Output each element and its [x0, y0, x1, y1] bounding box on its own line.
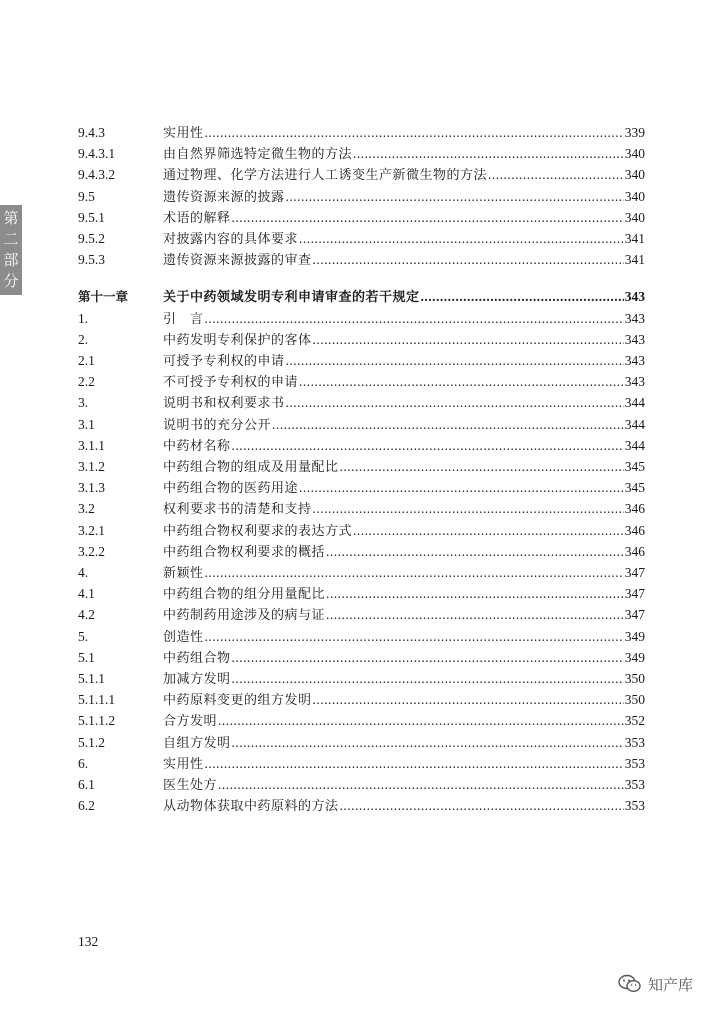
- toc-section-number: 6.2: [78, 798, 95, 814]
- toc-section-number: 9.5.3: [78, 252, 105, 268]
- toc-section-number: 9.4.3.1: [78, 146, 116, 162]
- toc-row: [78, 542, 645, 562]
- toc-row: [78, 372, 645, 392]
- toc-section-title: 医生处方: [163, 778, 218, 793]
- toc-page-number: 347: [624, 586, 645, 602]
- toc-row: [78, 330, 645, 350]
- toc-page-number: 347: [624, 607, 645, 623]
- toc-row: [78, 309, 645, 329]
- toc-row: [78, 499, 645, 519]
- toc-row: [78, 415, 645, 435]
- toc-section-number: 4.1: [78, 586, 95, 602]
- toc-section-title: 中药组合物的组成及用量配比: [163, 460, 339, 475]
- toc-section-number: 5.1: [78, 649, 95, 665]
- toc-dot-leader: [353, 521, 624, 541]
- toc-dot-leader: [232, 648, 624, 668]
- toc-dot-leader: [340, 457, 624, 477]
- toc-row: [78, 754, 645, 774]
- toc-page-number: 353: [624, 798, 645, 814]
- toc-row: [78, 690, 645, 710]
- toc-page-number: 339: [624, 125, 645, 140]
- toc-dot-leader: [205, 754, 624, 774]
- toc-page-number: 345: [624, 480, 645, 496]
- toc-row: [78, 648, 645, 668]
- toc-section-number: 5.: [78, 628, 89, 644]
- toc-section-number: 4.2: [78, 607, 95, 623]
- toc-page-number: 340: [624, 209, 645, 225]
- toc-section-title: 中药组合物的组分用量配比: [163, 587, 326, 603]
- toc-section-number: 6.1: [78, 777, 95, 792]
- toc-section-title: 关于中药领域发明专利申请审查的若干规定: [163, 290, 420, 306]
- toc-section-title: 中药组合物的医药用途: [163, 481, 299, 497]
- toc-section-title: 中药材名称: [163, 438, 231, 454]
- toc-section-title: 不可授予专利权的申请: [163, 375, 299, 391]
- toc-row: [78, 393, 645, 413]
- toc-row: [78, 123, 645, 143]
- toc-section-title: 创造性: [163, 629, 204, 645]
- toc-section-title: 权利要求书的清楚和支持: [163, 502, 312, 518]
- toc-section-title: 遗传资源来源披露的审查: [163, 253, 312, 269]
- toc-dot-leader: [313, 250, 624, 270]
- toc-dot-leader: [340, 796, 624, 816]
- page-number: 132: [78, 934, 99, 949]
- toc-row: [78, 208, 645, 228]
- toc-page-number: 353: [624, 734, 645, 750]
- toc-dot-leader: [313, 690, 624, 710]
- toc-section-title: 说明书和权利要求书: [163, 396, 285, 412]
- toc-section-number: 3.2.1: [78, 522, 105, 538]
- toc-row: [78, 733, 645, 753]
- toc-row: [78, 457, 645, 477]
- toc-section-number: 3.2.2: [78, 543, 105, 559]
- toc-dot-leader: [286, 187, 624, 207]
- toc-dot-leader: [205, 563, 624, 583]
- toc-section-title: 中药组合物权利要求的表达方式: [163, 523, 353, 539]
- toc-section-title: 中药发明专利保护的客体: [163, 332, 312, 348]
- toc-dot-leader: [205, 627, 624, 647]
- toc-dot-leader: [313, 330, 624, 350]
- toc-section-title: 中药组合物: [163, 650, 231, 666]
- toc-dot-leader: [299, 478, 624, 498]
- toc-section-number: 3.1.1: [78, 437, 105, 453]
- toc-section-title: 由自然界筛选特定微生物的方法: [163, 147, 353, 163]
- toc-page-number: 353: [624, 777, 645, 792]
- toc-section-title: 通过物理、化学方法进行人工诱变生产新微生物的方法: [163, 168, 488, 184]
- toc-section-title: 引 言: [163, 311, 204, 327]
- toc-row: [78, 605, 645, 625]
- toc-section-title: 说明书的充分公开: [163, 417, 272, 433]
- toc-page-number: 340: [624, 188, 645, 204]
- toc-dot-leader: [232, 208, 624, 228]
- toc-row: [78, 669, 645, 689]
- toc-section-title: 加减方发明: [163, 672, 231, 687]
- toc-section-number: 9.5.1: [78, 209, 105, 225]
- toc-dot-leader: [286, 351, 624, 371]
- toc-dot-leader: [286, 393, 624, 413]
- toc-section-title: 中药制药用途涉及的病与证: [163, 608, 326, 624]
- toc-row: [78, 144, 645, 164]
- toc-section-number: 第十一章: [78, 289, 129, 305]
- toc-dot-leader: [232, 436, 624, 456]
- toc-dot-leader: [299, 372, 624, 392]
- toc-dot-leader: [353, 144, 624, 164]
- side-tab-char: 分: [3, 272, 19, 290]
- toc-row: [78, 478, 645, 498]
- toc-page-number: 344: [624, 416, 645, 432]
- toc-section-title: 中药原料变更的组方发明: [163, 693, 312, 709]
- toc-dot-leader: [326, 542, 624, 562]
- toc-dot-leader: [326, 605, 624, 625]
- toc-section-title: 可授予专利权的申请: [163, 354, 285, 369]
- toc-section-number: 9.4.3.2: [78, 167, 116, 183]
- toc-row: [78, 711, 645, 731]
- toc-section-title: 从动物体获取中药原料的方法: [163, 799, 339, 815]
- toc-row: [78, 351, 645, 371]
- toc-page-number: 344: [624, 437, 645, 453]
- toc-dot-leader: [205, 123, 624, 143]
- side-tab-char: 第: [3, 209, 19, 227]
- toc-section-title: 遗传资源来源的披露: [163, 189, 285, 205]
- toc-section-number: 3.1.3: [78, 480, 105, 496]
- toc-section-number: 1.: [78, 310, 89, 326]
- toc-dot-leader: [299, 229, 624, 249]
- toc-section-number: 2.2: [78, 374, 95, 390]
- side-tab-char: 部: [3, 251, 19, 269]
- toc-row: [78, 250, 645, 270]
- toc-section-title: 中药组合物权利要求的概括: [163, 544, 326, 560]
- toc-page-number: 349: [624, 628, 645, 644]
- section-side-tab: [0, 205, 22, 295]
- toc-row: [78, 187, 645, 207]
- toc-page-number: 341: [624, 252, 645, 268]
- toc-section-number: 3.: [78, 395, 89, 411]
- toc-section-number: 2.1: [78, 353, 95, 368]
- toc-section-title: 实用性: [163, 126, 204, 141]
- toc-page-number: 346: [624, 501, 645, 517]
- toc-page-number: 346: [624, 543, 645, 559]
- toc-section-number: 5.1.1.1: [78, 692, 116, 708]
- toc-section-number: 5.1.2: [78, 734, 105, 750]
- toc-page-number: 343: [624, 374, 645, 390]
- toc-dot-leader: [313, 499, 624, 519]
- toc-dot-leader: [488, 165, 624, 185]
- toc-page-number: 347: [624, 565, 645, 580]
- toc-page-number: 353: [624, 755, 645, 771]
- toc-page-number: 343: [624, 353, 645, 368]
- toc-section-title: 合方发明: [163, 714, 218, 730]
- toc-section-number: 3.1: [78, 416, 95, 432]
- toc-page-number: 343: [624, 331, 645, 347]
- toc-page-number: 345: [624, 459, 645, 474]
- toc-section-number: 3.2: [78, 501, 95, 517]
- toc-page-number: 340: [624, 167, 645, 183]
- toc-row: [78, 584, 645, 604]
- toc-page-number: 343: [624, 310, 645, 326]
- toc-section-number: 9.4.3: [78, 125, 105, 140]
- toc-row: [78, 563, 645, 583]
- toc-dot-leader: [232, 733, 624, 753]
- side-tab-char: 二: [3, 230, 19, 248]
- toc-section-number: 6.: [78, 755, 89, 771]
- toc-row: [78, 796, 645, 816]
- toc-dot-leader: [326, 584, 624, 604]
- toc-dot-leader: [205, 309, 624, 329]
- toc-page-number: 350: [624, 671, 645, 686]
- toc-row: [78, 627, 645, 647]
- toc-dot-leader: [272, 415, 624, 435]
- toc-section-number: 5.1.1: [78, 671, 105, 686]
- toc-section-title: 术语的解释: [163, 210, 231, 226]
- toc-dot-leader: [218, 775, 624, 795]
- toc-page-number: 344: [624, 395, 645, 411]
- toc-section-title: 实用性: [163, 756, 204, 772]
- toc-row: [78, 229, 645, 249]
- toc-page-number: 346: [624, 522, 645, 538]
- toc-row: [78, 775, 645, 795]
- toc-section-number: 9.5.2: [78, 231, 105, 246]
- toc-section-title: 对披露内容的具体要求: [163, 232, 299, 247]
- toc-section-number: 4.: [78, 565, 89, 580]
- toc-page-number: 343: [624, 289, 645, 305]
- toc-section-title: 新颖性: [163, 566, 204, 581]
- toc-page-number: 350: [624, 692, 645, 708]
- toc-dot-leader: [218, 711, 624, 731]
- toc-row: [78, 521, 645, 541]
- toc-dot-leader: [232, 669, 624, 689]
- toc-page-number: 341: [624, 231, 645, 246]
- toc-dot-leader: [421, 287, 624, 307]
- toc-section-number: 9.5: [78, 188, 95, 204]
- toc-row: [78, 436, 645, 456]
- toc-section-number: 3.1.2: [78, 459, 105, 474]
- toc-page-number: 352: [624, 713, 645, 729]
- toc-chapter-row: [78, 287, 645, 307]
- toc-page-number: 349: [624, 649, 645, 665]
- toc-section-number: 5.1.1.2: [78, 713, 116, 729]
- wechat-icon: [618, 974, 642, 994]
- toc-section-number: 2.: [78, 331, 89, 347]
- toc-row: [78, 165, 645, 185]
- watermark: [618, 972, 693, 996]
- watermark-text: 知产库: [648, 975, 694, 994]
- toc-page-number: 340: [624, 146, 645, 162]
- toc-section-title: 自组方发明: [163, 735, 231, 751]
